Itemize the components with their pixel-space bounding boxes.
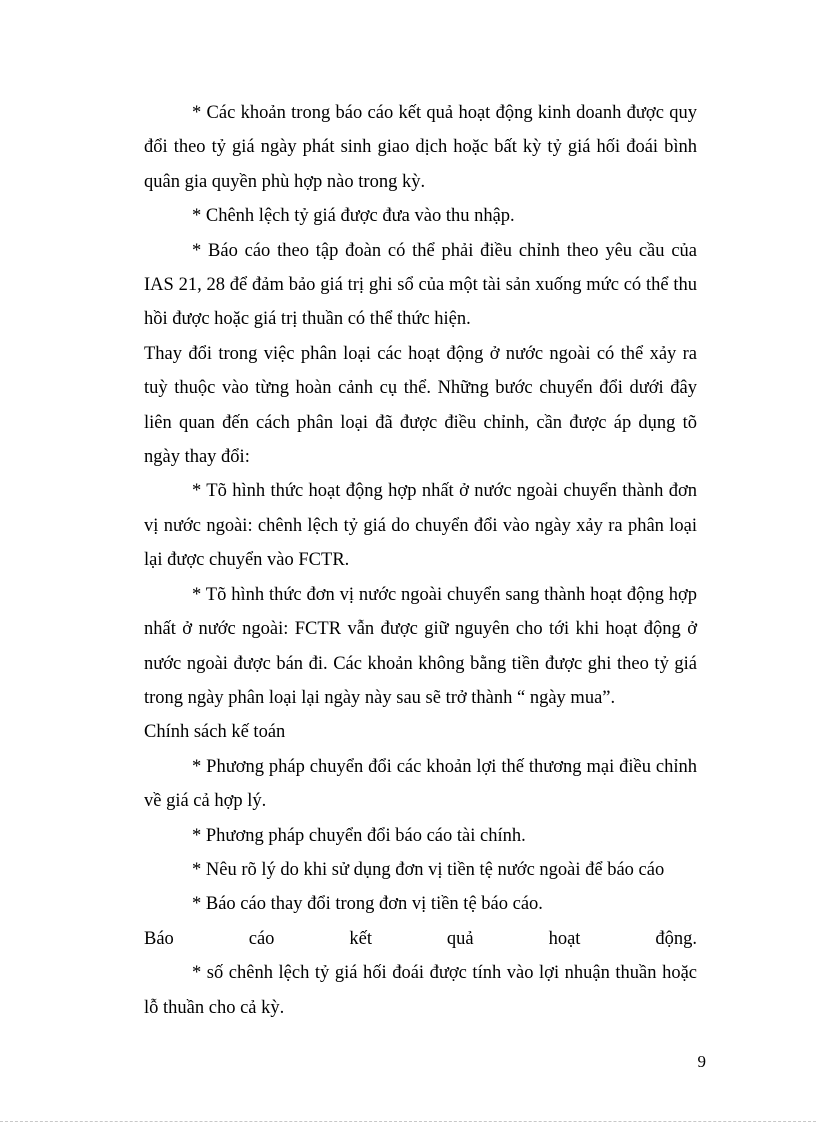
heading-operating-results: Báo cáo kết quả hoạt động. (144, 928, 697, 949)
paragraph-ias-21-28-adjustment: * Báo cáo theo tập đoàn có thể phải điều chỉnh theo yêu cầu của IAS 21, 28 để đảm bảo giá trị ghi sổ của một tài sản xuống mức có thể thu hồi được hoặc giá trị thuần có thể thức hiện. (144, 240, 697, 330)
paragraph-reporting-currency-change: * Báo cáo thay đổi trong đơn vị tiền tệ báo cáo. (192, 894, 543, 915)
body-text (144, 96, 697, 1025)
paragraph-classification-change: Thay đổi trong việc phân loại các hoạt động ở nước ngoài có thể xảy ra tuỳ thuộc vào từng hoàn cảnh cụ thể. Những bước chuyển đổi dưới đây liên quan đến cách phân loại đã được điều chỉnh, cần được áp dụng tõ ngày thay đổi: (144, 343, 697, 468)
page-number: 9 (697, 1052, 706, 1071)
paragraph-exchange-difference-net-profit: * số chênh lệch tỷ giá hối đoái được tính vào lợi nhuận thuần hoặc lỗ thuần cho cả kỳ. (144, 963, 697, 1018)
paragraph-foreign-entity-to-integrated: * Tõ hình thức đơn vị nước ngoài chuyển sang thành hoạt động hợp nhất ở nước ngoài: FCTR vẫn được giữ nguyên cho tới khi hoạt động ở nước ngoài được bán đi. Các khoản không bằng tiền được ghi theo tỷ giá trong ngày phân loại lại ngày này sau sẽ trở thành “ ngày mua”. (144, 584, 697, 708)
paragraph-exchange-difference-income: * Chênh lệch tỷ giá được đưa vào thu nhập. (192, 206, 515, 227)
page-bottom-divider (0, 1121, 816, 1122)
paragraph-foreign-reporting-currency-reason: * Nêu rõ lý do khi sử dụng đơn vị tiền tệ nước ngoài để báo cáo (192, 859, 665, 880)
paragraph-financial-statement-translation-method: * Phương pháp chuyển đổi báo cáo tài chính. (192, 825, 526, 846)
heading-accounting-policy: Chính sách kế toán (144, 722, 286, 743)
paragraph-integrated-to-foreign-entity: * Tõ hình thức hoạt động hợp nhất ở nước ngoài chuyển thành đơn vị nước ngoài: chênh lệch tỷ giá do chuyển đổi vào ngày xảy ra phân loại lại được chuyển vào FCTR. (144, 481, 697, 571)
paragraph-income-statement-translation: * Các khoản trong báo cáo kết quả hoạt động kinh doanh được quy đổi theo tỷ giá ngày phát sinh giao dịch hoặc bất kỳ tỷ giá hối đoái bình quân gia quyền phù hợp nào trong kỳ. (144, 103, 697, 192)
paragraph-goodwill-translation-method: * Phương pháp chuyển đổi các khoản lợi thế thương mại điều chỉnh về giá cả hợp lý. (144, 756, 697, 812)
